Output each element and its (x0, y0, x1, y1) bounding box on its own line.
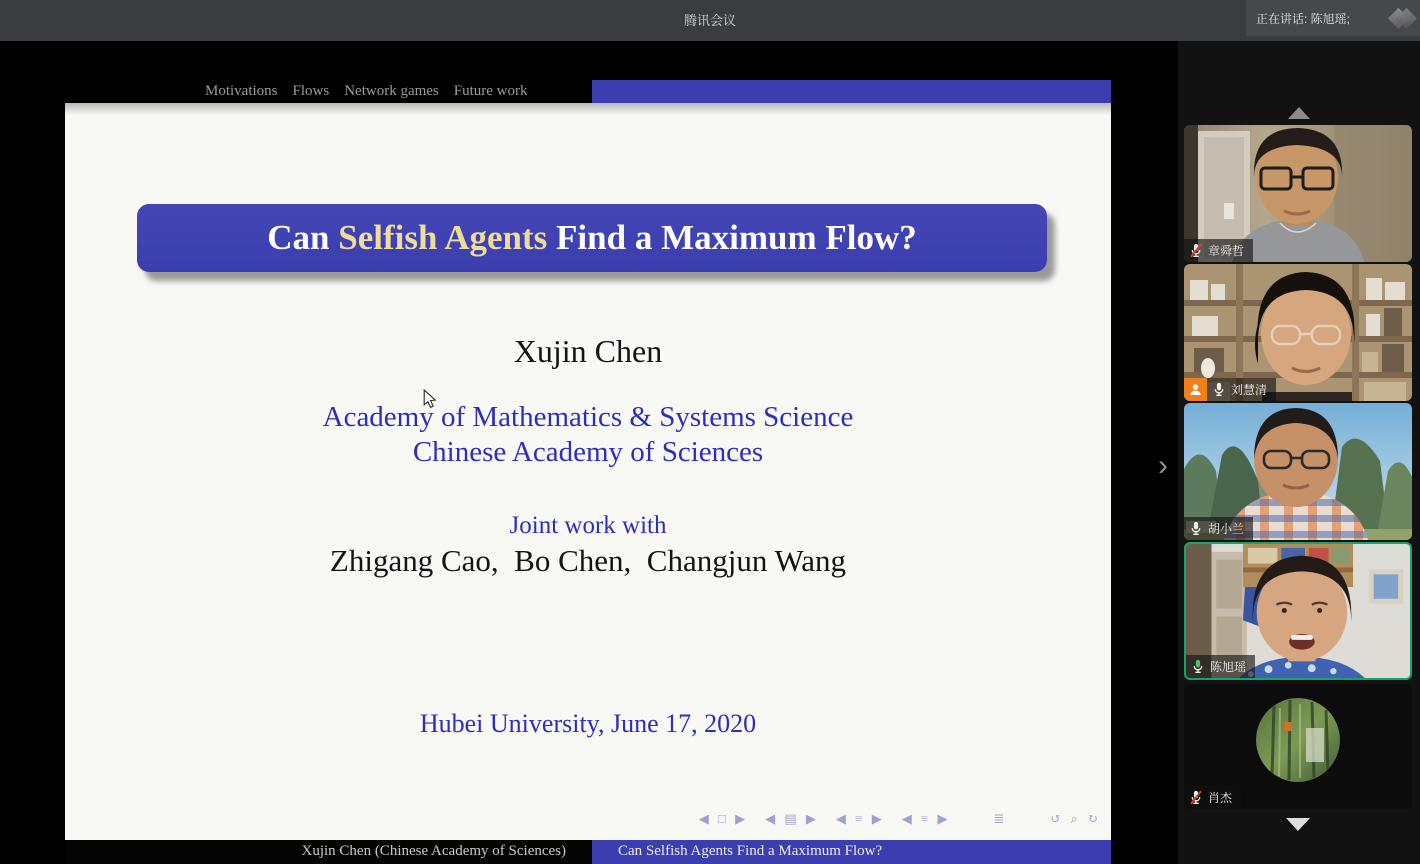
slide-title-banner (137, 204, 1047, 272)
slide-title-highlight: Selfish Agents (338, 218, 548, 257)
slide-author: Xujin Chen (513, 333, 663, 369)
slide-venue-date: Hubei University, June 17, 2020 (419, 709, 757, 738)
shared-slide (65, 103, 1111, 840)
participant-name: 肖杰 (1208, 791, 1233, 805)
slide-nav-motivations: Motivations (205, 83, 278, 99)
participant-name-label (1184, 239, 1253, 262)
beamer-subsection-nav-icon: ◀ ▤ ▶ (765, 811, 819, 826)
slide-affiliation-1: Academy of Mathematics & Systems Science (322, 401, 854, 433)
voice-activity-icon (1391, 11, 1414, 26)
participant-tile[interactable] (1184, 403, 1412, 540)
slide-section-nav (205, 80, 528, 103)
participant-tile[interactable] (1184, 125, 1412, 262)
slide-nav-network-games: Network games (344, 83, 439, 99)
mic-on-icon (1212, 382, 1226, 397)
participant-name-label (1184, 786, 1241, 809)
mic-muted-icon (1189, 790, 1203, 805)
slide-joint-work-label: Joint work with (509, 512, 667, 539)
participant-name: 章舜哲 (1208, 244, 1245, 258)
slide-footer-author: Xujin Chen (Chinese Academy of Sciences) (65, 840, 592, 864)
host-badge (1184, 378, 1207, 401)
beamer-back-search-forward-icons: ↺ ⌕ ↻ (1050, 811, 1101, 826)
slide-title-pre: Can (267, 218, 339, 257)
participant-name: 刘慧清 (1231, 383, 1268, 397)
participant-name-label (1184, 517, 1253, 540)
beamer-appendix-icon: ≣ (993, 811, 1008, 826)
participant-tile[interactable] (1184, 684, 1412, 809)
participant-name: 胡小兰 (1208, 522, 1245, 536)
participant-name-label (1207, 378, 1276, 401)
beamer-doc-nav-icon: ◀ ≡ ▶ (901, 811, 951, 826)
participant-name: 陈旭瑶 (1210, 660, 1247, 674)
participants-sidebar (1178, 41, 1420, 864)
mic-muted-icon (1189, 243, 1203, 258)
slide-coauthors: Zhigang Cao, Bo Chen, Changjun Wang (329, 543, 847, 578)
mic-on-icon (1189, 521, 1203, 536)
slide-affiliation-2: Chinese Academy of Sciences (412, 436, 764, 468)
scroll-up-arrow[interactable] (1288, 107, 1310, 119)
participant-tile-active-speaker[interactable] (1184, 542, 1412, 680)
slide-header-bar (592, 80, 1111, 103)
slide-title-post: Find a Maximum Flow? (547, 218, 917, 257)
slide-nav-flows: Flows (292, 83, 330, 99)
title-bar (0, 0, 1420, 41)
slide-footer-title: Can Selfish Agents Find a Maximum Flow? (592, 840, 1111, 864)
beamer-section-nav-icon: ◀ ≡ ▶ (835, 811, 885, 826)
person-icon (1188, 382, 1203, 397)
speaking-indicator (1246, 0, 1420, 36)
mic-speaking-icon (1191, 659, 1205, 674)
beamer-frame-nav-icon: ◀ □ ▶ (698, 811, 749, 826)
participant-tile[interactable] (1184, 264, 1412, 401)
speaking-indicator-text: 正在讲话: 陈旭瑶; (1256, 11, 1351, 26)
avatar (1256, 698, 1340, 782)
app-title: 腾讯会议 (683, 13, 736, 28)
scroll-down-arrow[interactable] (1286, 818, 1310, 831)
beamer-navigation-icons (699, 811, 1101, 827)
slide-nav-future-work: Future work (453, 83, 528, 99)
participant-name-label (1186, 655, 1255, 678)
sidebar-collapse-chevron[interactable]: › (1158, 449, 1168, 482)
